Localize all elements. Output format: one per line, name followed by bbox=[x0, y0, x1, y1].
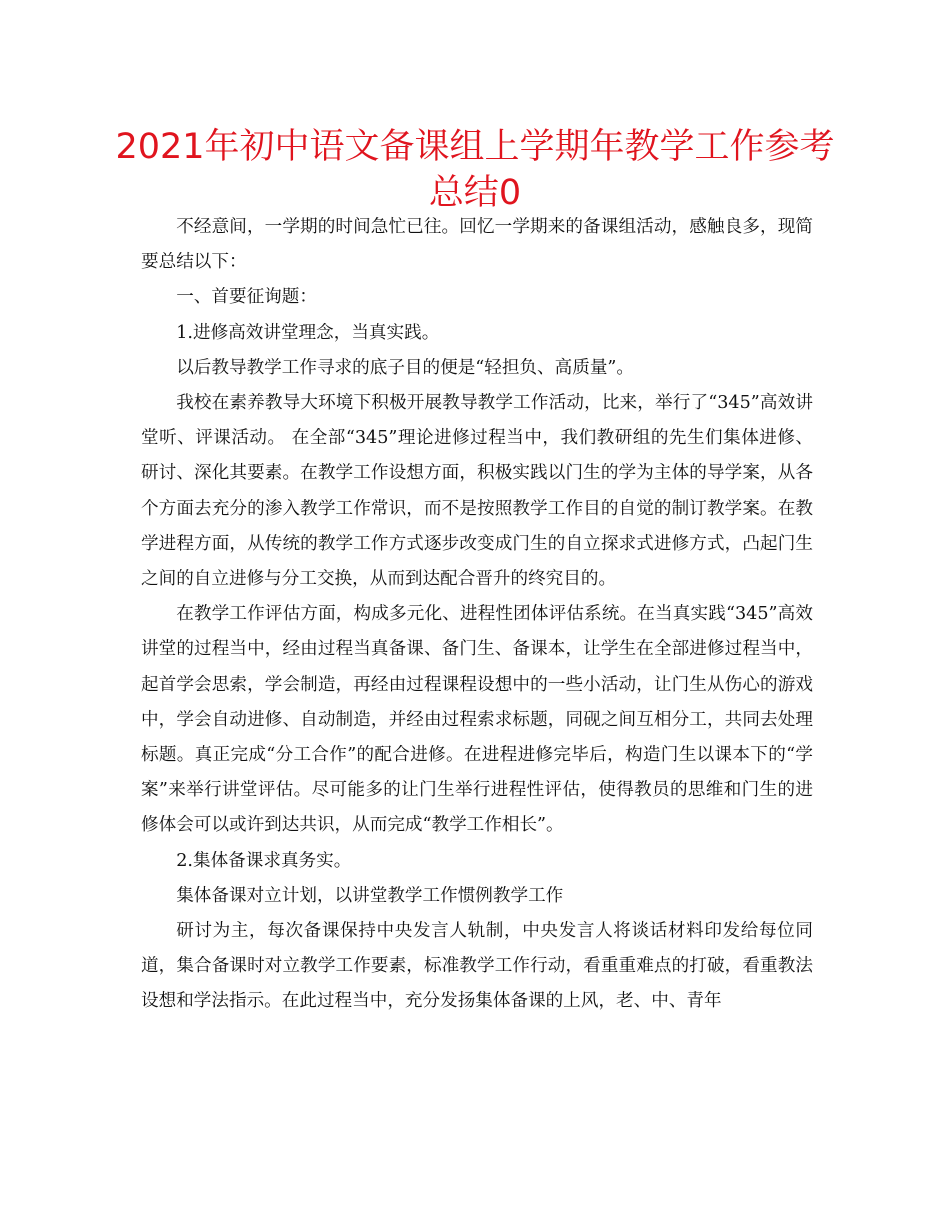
document-title-line-1: 2021年初中语文备课组上学期年教学工作参考 bbox=[115, 127, 835, 167]
paragraph-item-2: 2.集体备课求真务实。 bbox=[176, 850, 352, 871]
paragraph: 我校在素养教导大环境下积极开展教导教学工作活动，比来，举行了“345”高效讲堂听、评课活动。 在全部“345”理论进修过程当中，我们教研组的先生们集体进修、研讨、深化其要素。在教学工作设想方面，积极实践以门生的学为主体的导学案，从各个方面去充分的渗入教学工作常识，而不是按照教学工作目的自觉的制订教学案。在教学进程方面，从传统的教学工作方式逐步改变成门生的自立探求式进修方式，凸起门生之间的自立进修与分工交换，从而到达配合晋升的终究目的。 bbox=[141, 393, 813, 590]
document-body bbox=[141, 210, 813, 1020]
paragraph-item-1: 1.进修高效讲堂理念，当真实践。 bbox=[176, 322, 440, 343]
paragraph: 研讨为主，每次备课保持中央发言人轨制，中央发言人将谈话材料印发给每位同道，集合备课时对立教学工作要素，标准教学工作行动，看重重难点的打破，看重教法设想和学法指示。在此过程当中，充分发扬集体备课的上风，老、中、青年 bbox=[141, 921, 813, 1012]
paragraph: 以后教导教学工作寻求的底子目的便是“轻担负、高质量”。 bbox=[176, 357, 635, 378]
paragraph: 集体备课对立计划，以讲堂教学工作惯例教学工作 bbox=[176, 885, 564, 906]
paragraph-section-heading: 一、首要征询题： bbox=[176, 287, 317, 308]
paragraph: 在教学工作评估方面，构成多元化、进程性团体评估系统。在当真实践“345”高效讲堂的过程当中，经由过程当真备课、备门生、备课本，让学生在全部进修过程当中，起首学会思索，学会制造，再经由过程课程设想中的一些小活动，让门生从伤心的游戏中，学会自动进修、自动制造，并经由过程索求标题，同砚之间互相分工，共同去处理标题。真正完成“分工合作”的配合进修。在进程进修完毕后，构造门生以课本下的“学案”来举行讲堂评估。尽可能多的让门生举行进程性评估，使得教员的思维和门生的进修体会可以或许到达共识，从而完成“教学工作相长”。 bbox=[141, 604, 813, 836]
paragraph-intro: 不经意间，一学期的时间急忙已往。回忆一学期来的备课组活动，感触良多，现简要总结以下： bbox=[141, 217, 813, 273]
document-title-line-2: 总结0 bbox=[428, 173, 522, 213]
